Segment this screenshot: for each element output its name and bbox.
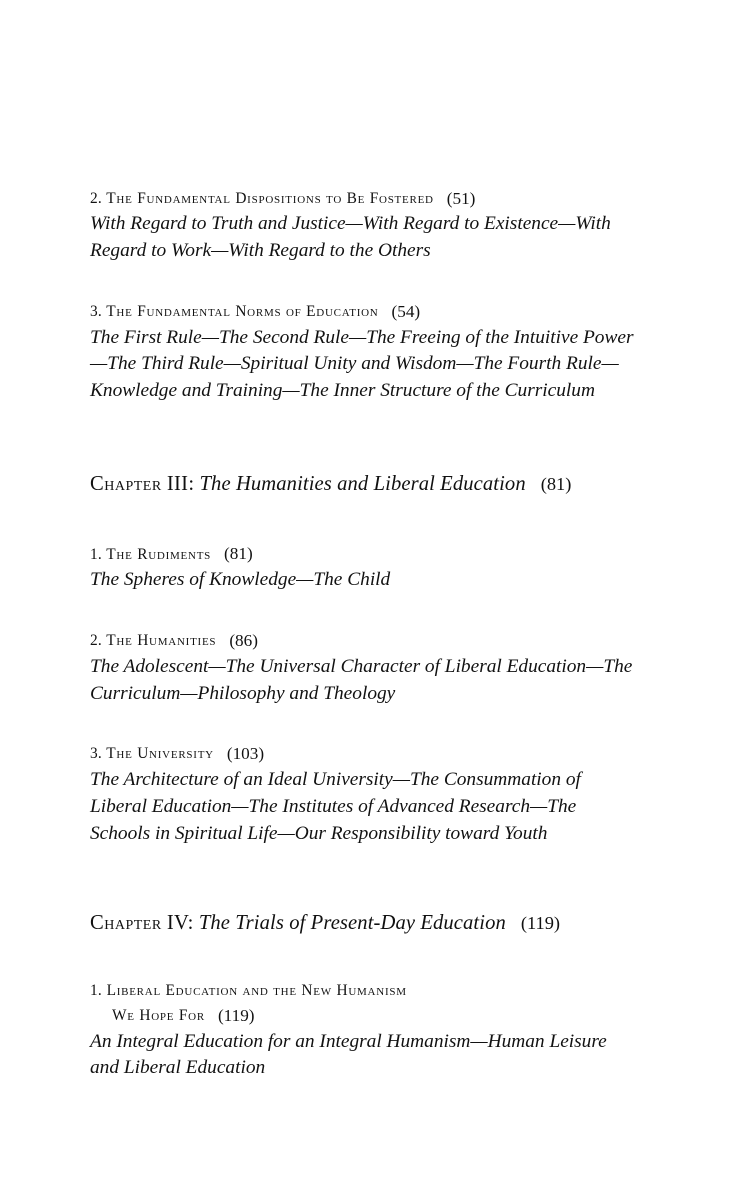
section-number: 2. bbox=[90, 632, 102, 650]
toc-entry-chapter[interactable] bbox=[90, 471, 638, 498]
page-number: (54) bbox=[391, 301, 421, 321]
toc-entry-section[interactable] bbox=[90, 741, 638, 847]
page-number: (51) bbox=[446, 188, 476, 208]
chapter-title: The Humanities and Liberal Education bbox=[199, 473, 526, 496]
chapter-roman-numeral: III: bbox=[166, 473, 195, 496]
section-title: Liberal Education and the New Humanism bbox=[106, 982, 407, 1000]
section-description: With Regard to Truth and Justice—With Regard to Existence—With Regard to Work—With Regard to the Others bbox=[90, 213, 611, 262]
page-number: (86) bbox=[229, 630, 258, 650]
section-title: The Humanities bbox=[106, 632, 217, 650]
section-heading-continuation bbox=[90, 1003, 638, 1027]
toc-entry-section[interactable] bbox=[90, 628, 638, 707]
section-number: 3. bbox=[90, 303, 102, 321]
section-heading bbox=[90, 186, 638, 210]
section-title-continued: We Hope For bbox=[112, 1007, 205, 1025]
chapter-label: Chapter bbox=[90, 911, 162, 934]
section-number: 2. bbox=[90, 190, 102, 207]
toc-list bbox=[90, 186, 638, 1082]
toc-entry-section[interactable] bbox=[90, 980, 638, 1082]
section-number: 1. bbox=[90, 545, 102, 563]
section-heading bbox=[90, 741, 638, 765]
toc-entry-section[interactable] bbox=[90, 186, 638, 265]
section-number: 1. bbox=[90, 982, 102, 1000]
chapter-title: The Trials of Present-Day Education bbox=[198, 911, 506, 934]
section-description: The Architecture of an Ideal University—The Consummation of Liberal Education—The Institutes of Advanced Research—The Schools in Spiritual Life—Our Responsibility toward Youth bbox=[90, 768, 581, 844]
section-description: The Spheres of Knowledge—The Child bbox=[90, 569, 391, 591]
section-title: The Fundamental Dispositions to Be Fostered bbox=[106, 190, 434, 207]
toc-entry-section[interactable] bbox=[90, 542, 638, 594]
section-title: The Rudiments bbox=[106, 545, 212, 563]
section-heading bbox=[90, 628, 638, 652]
section-description: The First Rule—The Second Rule—The Freeing of the Intuitive Power—The Third Rule—Spiritual Unity and Wisdom—The Fourth Rule—Knowledge and Training—The Inner Structure of the Curriculum bbox=[90, 326, 634, 402]
section-heading bbox=[90, 542, 638, 566]
page-number: (81) bbox=[224, 544, 253, 564]
page-number: (81) bbox=[540, 474, 572, 495]
toc-entry-chapter[interactable] bbox=[90, 910, 638, 937]
toc-entry-section[interactable] bbox=[90, 299, 638, 405]
page-number: (119) bbox=[520, 912, 561, 933]
section-title: The Fundamental Norms of Education bbox=[106, 303, 379, 321]
page-number: (103) bbox=[226, 743, 265, 763]
chapter-label: Chapter bbox=[90, 473, 162, 496]
section-description: The Adolescent—The Universal Character of Liberal Education—The Curriculum—Philosophy and Theology bbox=[90, 655, 633, 704]
page-number: (119) bbox=[217, 1005, 255, 1025]
chapter-roman-numeral: IV: bbox=[166, 911, 194, 934]
section-number: 3. bbox=[90, 745, 102, 763]
section-heading bbox=[90, 299, 638, 323]
section-description: An Integral Education for an Integral Humanism—Human Leisure and Liberal Education bbox=[90, 1030, 607, 1079]
section-heading bbox=[90, 980, 638, 1002]
section-title: The University bbox=[106, 745, 214, 763]
